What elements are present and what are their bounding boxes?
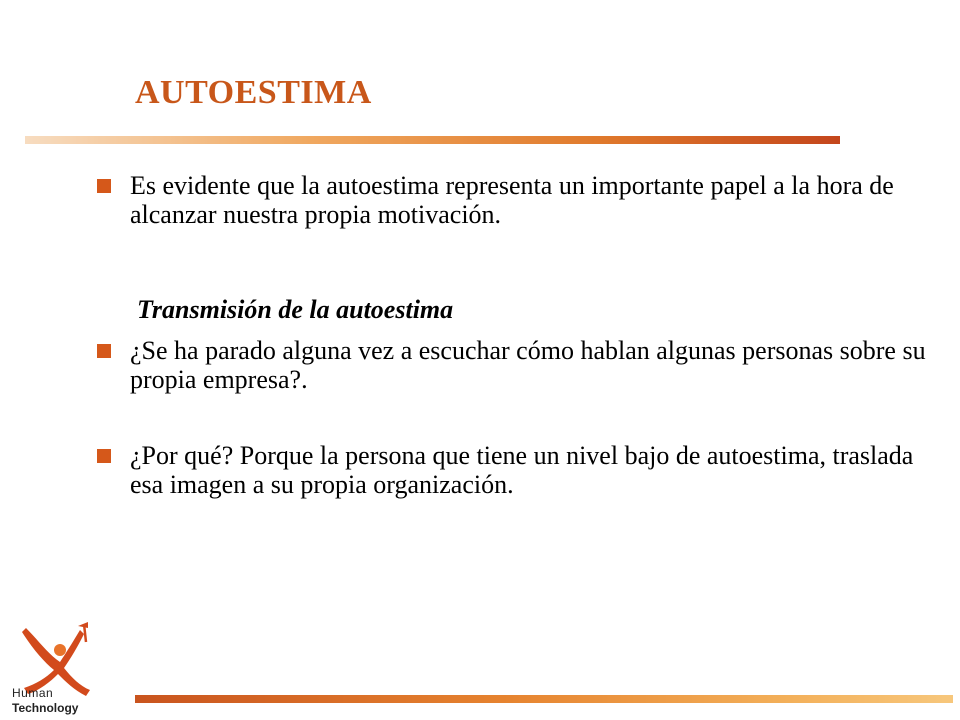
bullet-text: Es evidente que la autoestima representa un importante papel a la hora de alcanzar nuestra propia motivación. bbox=[130, 171, 894, 229]
bullet-square-icon bbox=[97, 344, 111, 358]
logo-text-technology: Technology bbox=[12, 701, 79, 715]
title-divider bbox=[25, 136, 840, 144]
bullet-text: ¿Por qué? Porque la persona que tiene un nivel bajo de autoestima, traslada esa imagen a su propia organización. bbox=[130, 441, 914, 499]
bullet-square-icon bbox=[97, 449, 111, 463]
bullet-item bbox=[97, 171, 950, 229]
slide-title: AUTOESTIMA bbox=[135, 74, 372, 111]
section-subheading: Transmisión de la autoestima bbox=[137, 295, 454, 324]
bullet-item bbox=[97, 441, 950, 499]
logo-text-human: Human bbox=[12, 686, 54, 700]
bullet-text: ¿Se ha parado alguna vez a escuchar cómo hablan algunas personas sobre su propia empresa?. bbox=[130, 336, 926, 394]
bullet-item bbox=[97, 336, 950, 394]
footer-divider bbox=[135, 695, 953, 703]
bullet-square-icon bbox=[97, 179, 111, 193]
